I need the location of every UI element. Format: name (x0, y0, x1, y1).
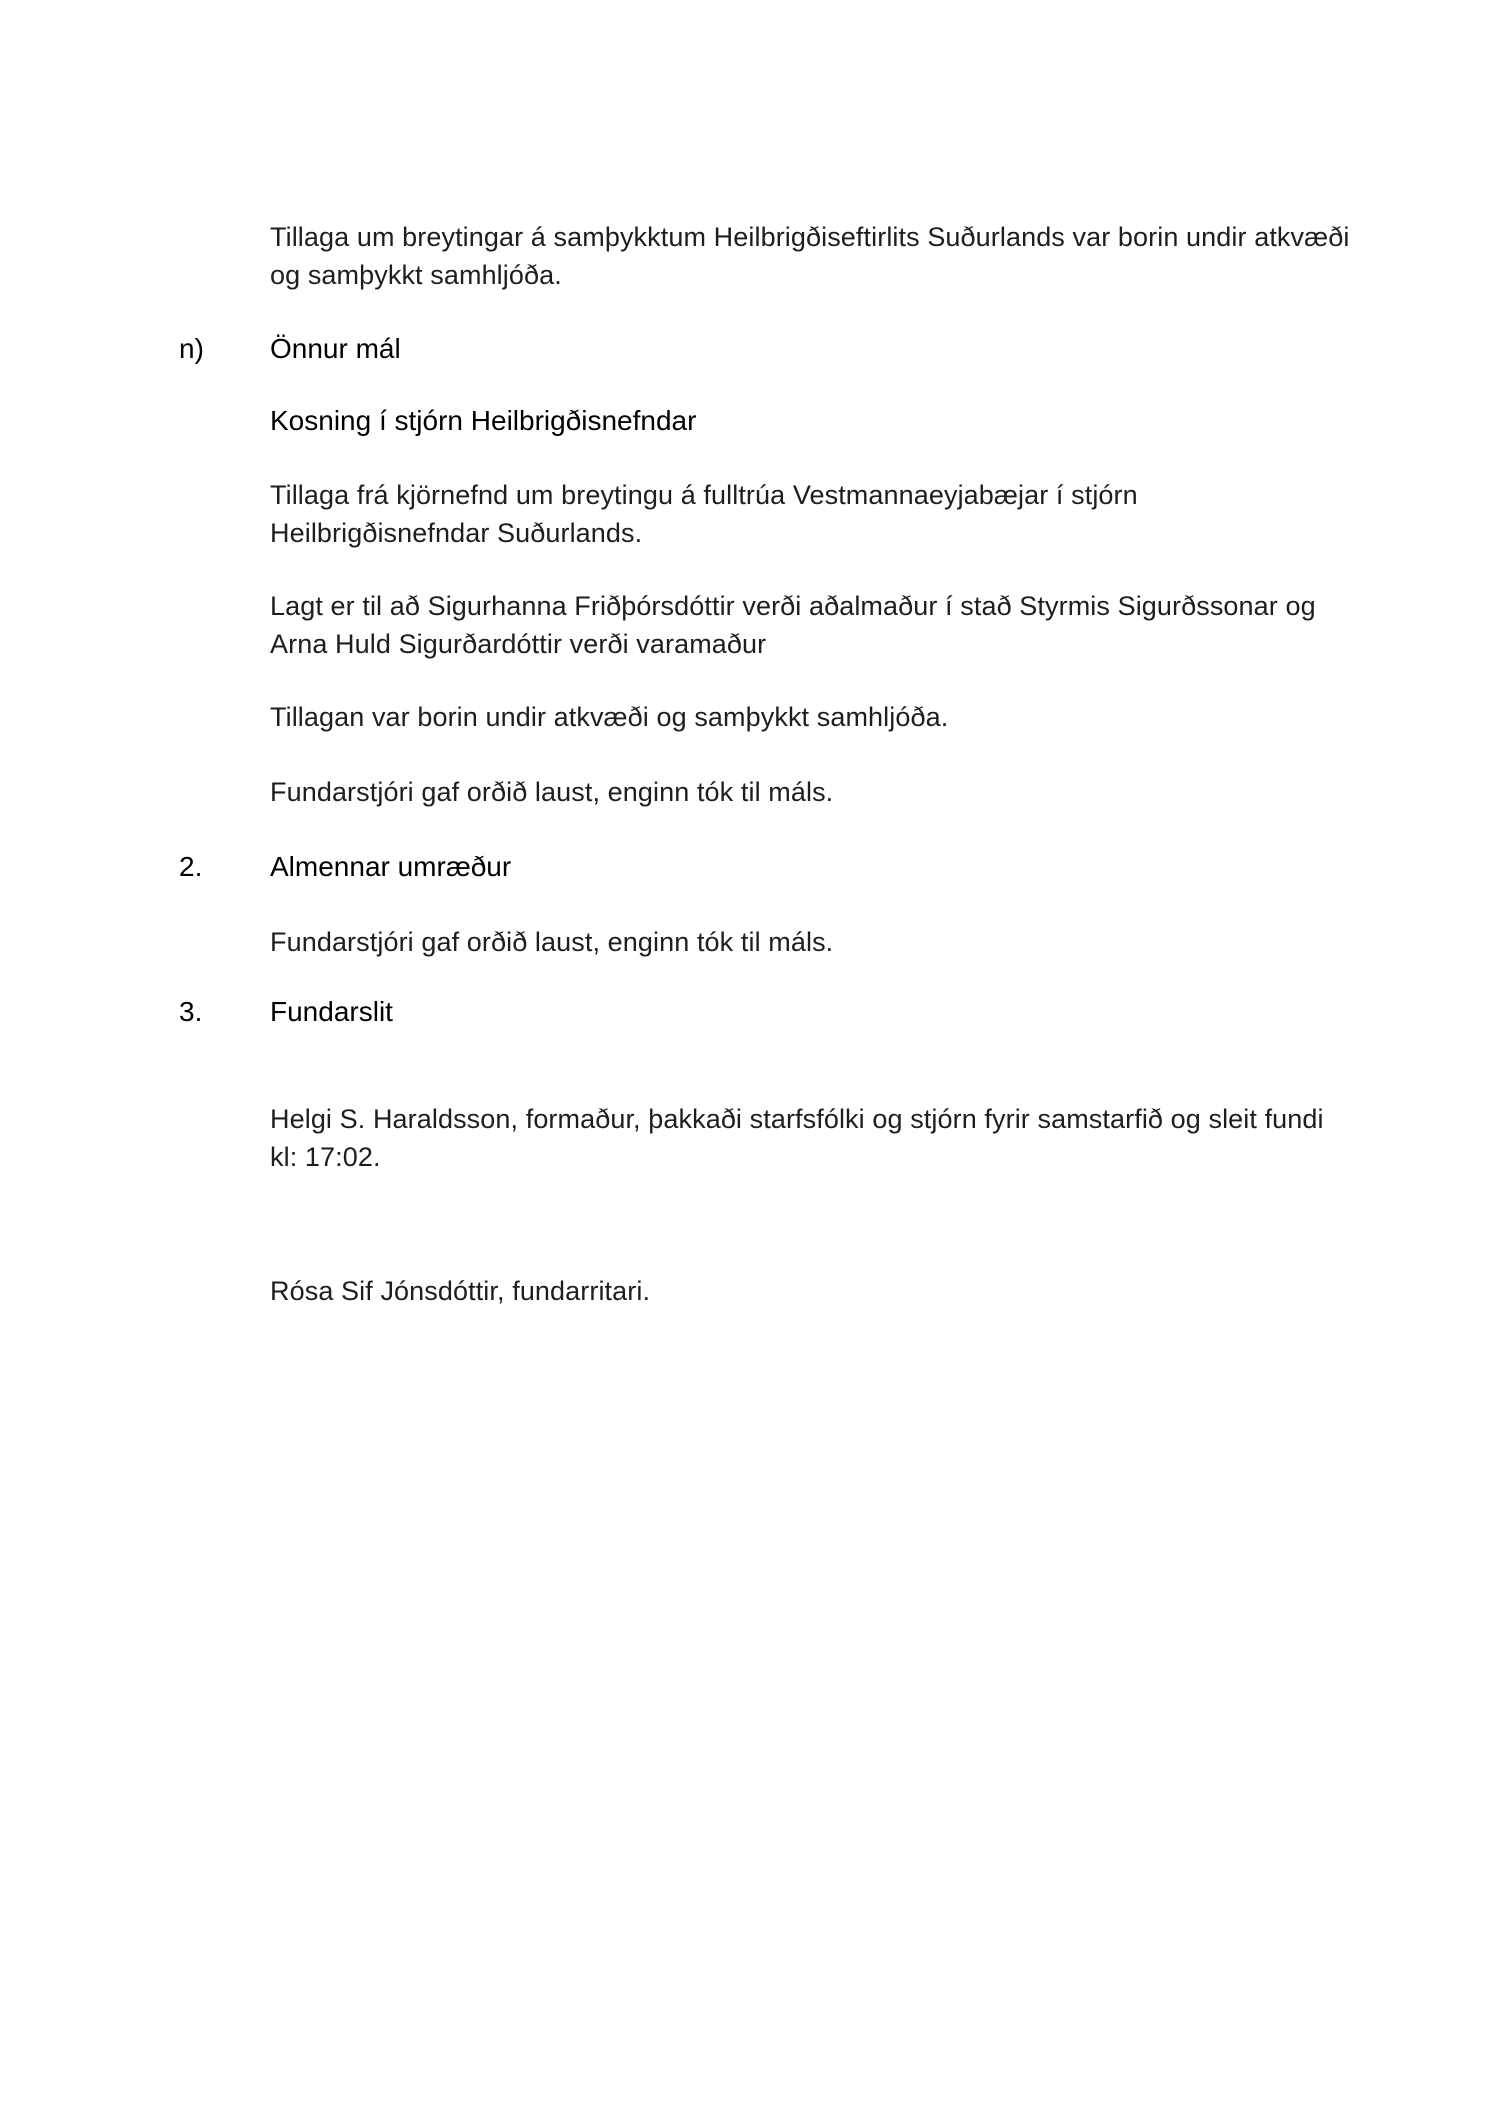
paragraph-nomination-proposal: Tillaga frá kjörnefnd um breytingu á fulltrúa Vestmannaeyjabæjar í stjórn Heilbrigðisnefndar Suðurlands. (270, 480, 1138, 548)
paragraph-amendment-result: Tillaga um breytingar á samþykktum Heilbrigðiseftirlits Suðurlands var borin undir atkvæði og samþykkt samhljóða. (270, 222, 1350, 290)
section-title-almennar-umraedur: Almennar umræður (270, 851, 512, 882)
paragraph-floor-open-2: Fundarstjóri gaf orðið laust, enginn tók til máls. (270, 927, 834, 957)
section-title-fundarslit: Fundarslit (270, 996, 393, 1027)
paragraph-nominee-details: Lagt er til að Sigurhanna Friðþórsdóttir verði aðalmaður í stað Styrmis Sigurðssonar og Arna Huld Sigurðardóttir verði varamaður (270, 591, 1316, 659)
section-number-2: 2. (179, 851, 203, 882)
paragraph-secretary-signature: Rósa Sif Jónsdóttir, fundarritari. (270, 1276, 651, 1306)
section-number-n: n) (179, 333, 204, 364)
section-number-3: 3. (179, 996, 203, 1027)
section-title-onnur-mal: Önnur mál (270, 333, 401, 364)
subsection-title-kosning: Kosning í stjórn Heilbrigðisnefndar (270, 405, 697, 436)
paragraph-closing-remarks: Helgi S. Haraldsson, formaður, þakkaði starfsfólki og stjórn fyrir samstarfið og sleit fundi kl: 17:02. (270, 1104, 1324, 1172)
paragraph-floor-open-1: Fundarstjóri gaf orðið laust, enginn tók til máls. (270, 777, 834, 807)
paragraph-vote-result: Tillagan var borin undir atkvæði og samþykkt samhljóða. (270, 702, 949, 732)
